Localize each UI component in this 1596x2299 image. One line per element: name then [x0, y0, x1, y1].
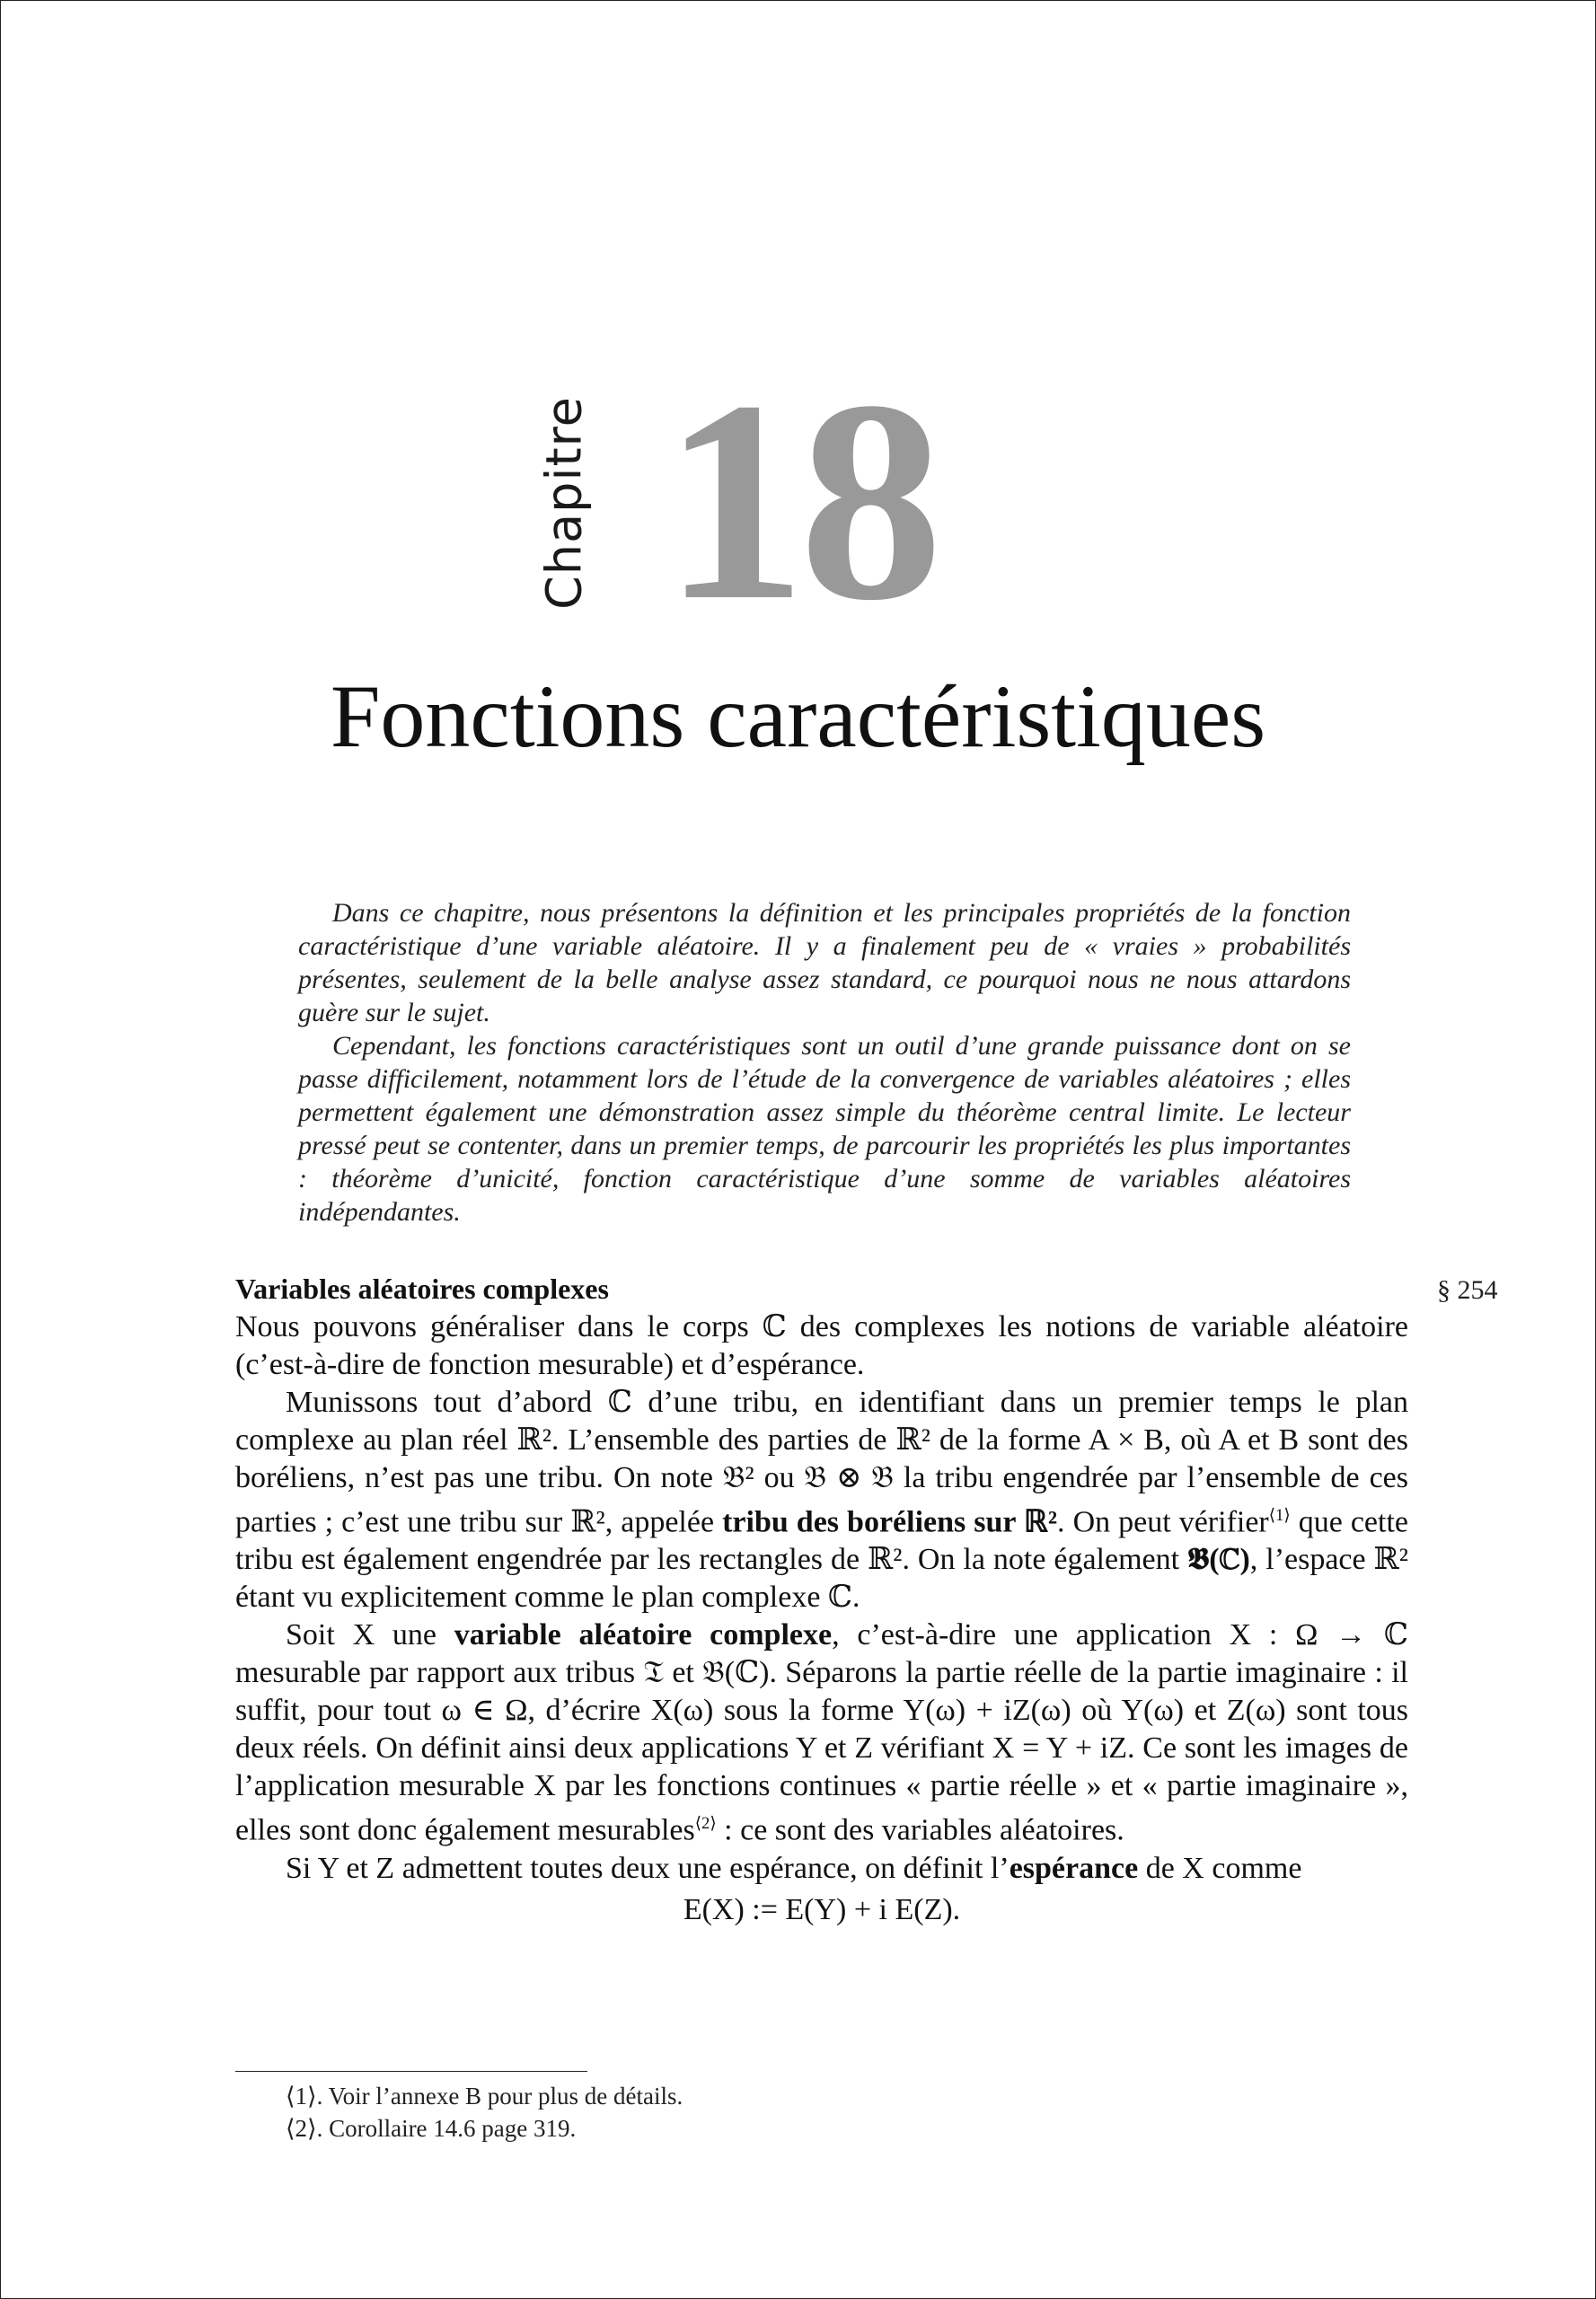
text-run: , c’est-à-dire une application X : Ω → ℂ mesurable par rapport aux tribus 𝔗 et 𝔅(ℂ). Séparons la partie réelle de la partie imaginaire : il suffit, pour tout ω ∈ Ω, d’écrire X(ω) sous la forme Y(ω) + iZ(ω) où Y(ω) et Z(ω) sont tous deux réels. On définit ainsi deux applications Y et Z vérifiant X = Y + iZ. Ce sont les images de l’application mesurable X par les fonctions continues « partie réelle » et « partie imaginaire », elles sont donc également mesurables: [235, 1618, 1408, 1847]
abstract-paragraph: Dans ce chapitre, nous présentons la définition et les principales propriétés de la fonction caractéristique d’une variable aléatoire. Il y a finalement peu de « vraies » probabilités présentes, seulement de la belle analyse assez standard, ce pourquoi nous ne nous attardons guère sur le sujet.: [298, 898, 1351, 1027]
footnote-rule: [235, 2071, 587, 2072]
paragraph: [235, 1384, 1408, 1616]
text-run: Munissons tout d’abord ℂ d’une tribu, en identifiant dans un premier temps le plan complexe au plan réel ℝ². L’ensemble des parties de ℝ² de la forme A × B, où A et B sont des boréliens, n’est pas une tribu. On note 𝔅² ou 𝔅 ⊗ 𝔅 la tribu engendrée par l’ensemble de ces parties ; c’est une tribu sur ℝ², appelée: [235, 1386, 1408, 1539]
footnote-mark: ⟨2⟩.: [286, 2115, 323, 2142]
text-run: de X comme: [1138, 1851, 1302, 1885]
section-heading: Variables aléatoires complexes: [235, 1273, 609, 1305]
text-run: . On peut vérifier: [1057, 1505, 1269, 1539]
footnote-mark: ⟨1⟩.: [286, 2083, 323, 2110]
section-number: § 254: [1437, 1275, 1498, 1305]
chapter-word: Chapitre: [535, 396, 593, 610]
text-run: , l’espace ℝ² étant vu explicitement comme le plan complexe ℂ.: [235, 1543, 1408, 1615]
bold-term: 𝕭(ℂ): [1187, 1543, 1250, 1577]
footnote: [286, 2080, 683, 2112]
bold-term: tribu des boréliens sur ℝ²: [722, 1505, 1058, 1539]
text-run: Si Y et Z admettent toutes deux une espérance, on définit l’: [286, 1851, 1010, 1885]
text-run: : ce sont des variables aléatoires.: [716, 1813, 1124, 1847]
text-run: que cette tribu est également engendrée par les rectangles de ℝ². On la note également: [235, 1505, 1409, 1577]
section-heading-line: [235, 1270, 1408, 1308]
chapter-title: Fonctions caractéristiques: [330, 666, 1266, 766]
bold-term: variable aléatoire complexe: [454, 1618, 833, 1652]
footnote: [286, 2112, 683, 2145]
bold-term: espérance: [1009, 1851, 1139, 1885]
abstract-paragraph: Cependant, les fonctions caractéristiques sont un outil d’une grande puissance dont on se passe difficilement, notamment lors de l’étude de la convergence de variables aléatoires ; elles permettent également une démonstration assez simple du théorème central limite. Le lecteur pressé peut se contenter, dans un premier temps, de parcourir les propriétés les plus importantes : théorème d’unicité, fonction caractéristique d’une somme de variables aléatoires indépendantes.: [298, 1031, 1351, 1227]
footnote-text: Voir l’annexe B pour plus de détails.: [328, 2083, 683, 2110]
text-run: Soit X une: [286, 1618, 454, 1652]
footnote-text: Corollaire 14.6 page 319.: [329, 2115, 577, 2142]
footnote-ref[interactable]: ⟨2⟩: [694, 1814, 717, 1834]
body-text: [235, 1270, 1408, 1929]
footnotes: [286, 2080, 683, 2145]
chapter-abstract: [298, 896, 1351, 1229]
chapter-number: 18: [663, 342, 936, 660]
paragraph: Nous pouvons généraliser dans le corps ℂ des complexes les notions de variable aléatoire (c’est-à-dire de fonction mesurable) et d’espérance.: [235, 1310, 1408, 1381]
paragraph: [235, 1616, 1408, 1849]
footnote-ref[interactable]: ⟨1⟩: [1268, 1506, 1291, 1525]
display-formula: E(X) := E(Y) + i E(Z).: [683, 1892, 961, 1926]
paragraph: [235, 1850, 1408, 1888]
